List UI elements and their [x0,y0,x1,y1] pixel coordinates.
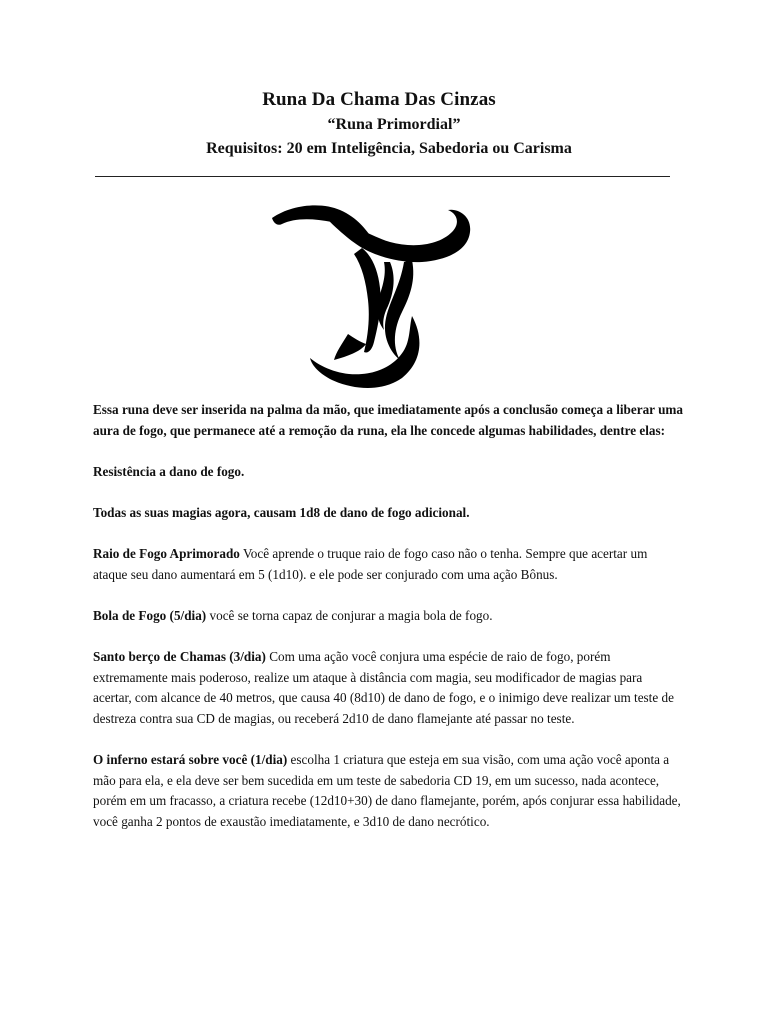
ability-paragraph-raio-de-fogo [93,544,683,585]
ability-description: escolha 1 criatura que esteja em sua visão, com uma ação você aponta a mão para ela, e ela deve ser bem sucedida em um teste de sabedoria CD 19, em um sucesso, nada acontece, porém em um fracasso, a criatura recebe (12d10+30) de dano flamejante, porém, após conjurar essa habilidade, você ganha 2 pontos de exaustão imediatamente, e 3d10 de dano necrótico. [93,752,681,829]
ability-name: Santo berço de Chamas (3/dia) [93,649,266,665]
document-title: Runa Da Chama Das Cinzas [262,89,496,110]
ability-description: Você aprende o truque raio de fogo caso não o tenha. Sempre que acertar um ataque seu dano aumentará em 5 (1d10). e ele pode ser conjurado com uma ação Bônus. [93,546,648,582]
ability-paragraph-o-inferno [93,750,683,832]
extra-damage-paragraph: Todas as suas magias agora, causam 1d8 de dano de fogo adicional. [93,504,470,520]
ability-name: Raio de Fogo Aprimorado [93,546,240,562]
intro-paragraph: Essa runa deve ser inserida na palma da mão, que imediatamente após a conclusão começa a liberar uma aura de fogo, que permanece até a remoção da runa, ela lhe concede algumas habilidades, dentre elas: [93,402,684,438]
header-divider [95,176,670,177]
ability-description: Com uma ação você conjura uma espécie de raio de fogo, porém extremamente mais poderoso, realize um ataque à distância com magia, seu modificador de magias para acertar, com alcance de 40 metros, que causa 40 (8d10) de dano de fogo, e o inimigo deve realizar um teste de destreza contra sua CD de magias, ou receberá 2d10 de dano flamejante até passar no teste. [93,649,674,726]
ability-paragraph-santo-berco [93,647,683,729]
document-subtitle: “Runa Primordial” [327,116,461,133]
requirements-line: Requisitos: 20 em Inteligência, Sabedoria ou Carisma [206,140,572,157]
ability-name: O inferno estará sobre você (1/dia) [93,752,288,768]
fire-ash-rune-icon [262,196,482,392]
document-body [93,400,683,853]
ability-description: você se torna capaz de conjurar a magia bola de fogo. [206,607,493,623]
ability-paragraph-bola-de-fogo [93,606,683,627]
ability-name: Bola de Fogo (5/dia) [93,607,207,623]
fire-resistance-paragraph: Resistência a dano de fogo. [93,463,245,479]
